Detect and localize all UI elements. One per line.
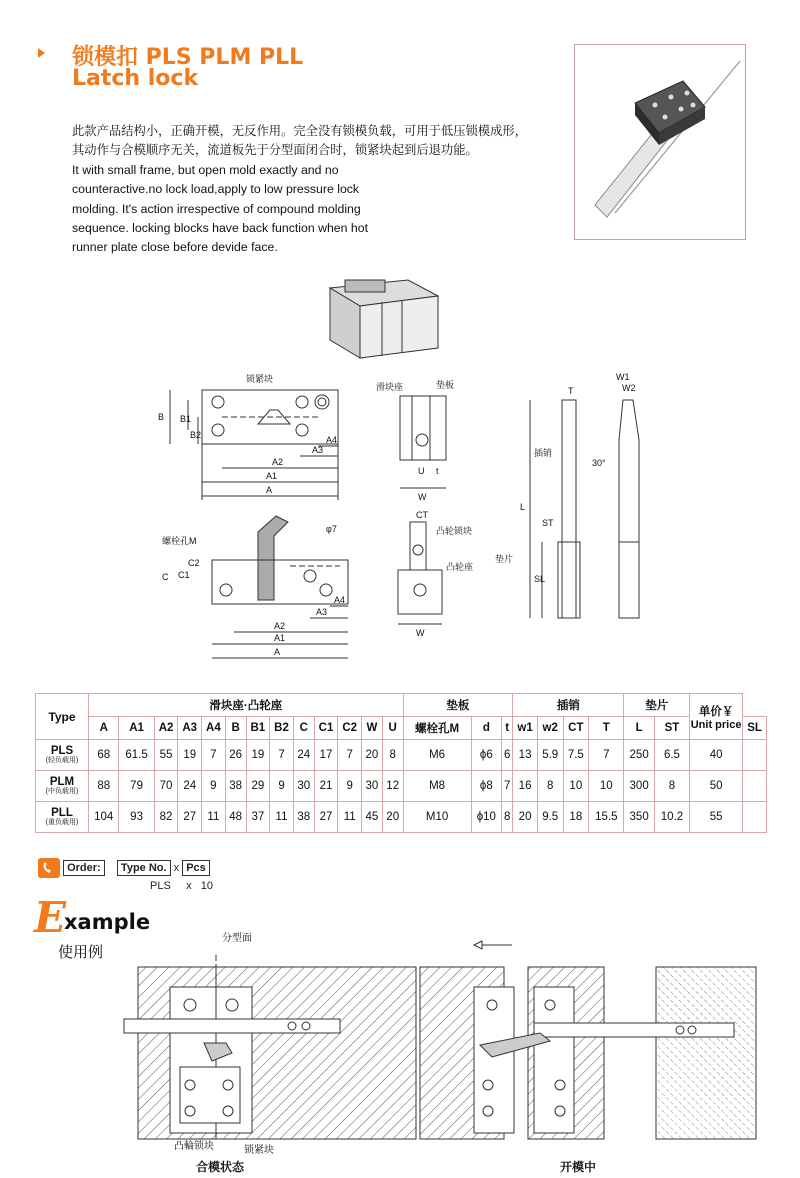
desc-line: It with small frame, but open mold exactly and no xyxy=(72,162,339,177)
table-cell: 55 xyxy=(690,802,743,833)
column-header: ST xyxy=(654,717,689,740)
label-pin: 插销 xyxy=(534,448,553,458)
label-bolt-hole: 螺栓孔M xyxy=(162,536,197,546)
column-header-row xyxy=(36,717,767,740)
table-cell: 37 xyxy=(246,802,270,833)
row-type-code: PLS xyxy=(50,745,74,757)
table-cell: 11 xyxy=(202,802,226,833)
table-cell: 10 xyxy=(589,771,624,802)
desc-line: 此款产品结构小，正确开模，无反作用。完全没有锁模负载，可用于低压锁模成形， xyxy=(72,124,527,138)
table-cell: 27 xyxy=(178,802,202,833)
label-lock-block: 锁紧块 xyxy=(246,374,274,384)
example-initial: E xyxy=(34,893,67,942)
dim-t: t xyxy=(436,466,439,476)
column-header: B2 xyxy=(270,717,294,740)
table-cell: 82 xyxy=(154,802,178,833)
table-row xyxy=(36,740,767,771)
table-cell: 300 xyxy=(624,771,654,802)
table-cell: 9 xyxy=(202,771,226,802)
phone-icon xyxy=(38,858,60,878)
table-cell: 45 xyxy=(362,802,383,833)
product-photo xyxy=(574,44,746,240)
table-cell: 93 xyxy=(119,802,154,833)
table-cell: 104 xyxy=(89,802,119,833)
example-title-cn: 使用例 xyxy=(58,943,104,961)
dim-W-cam: W xyxy=(416,628,425,638)
table-cell: 17 xyxy=(314,740,338,771)
column-header: d xyxy=(471,717,502,740)
column-header: C xyxy=(293,717,314,740)
header-slide-cam: 滑块座·凸轮座 xyxy=(89,694,404,717)
dim-C: C xyxy=(162,572,169,582)
example-drawing xyxy=(120,925,760,1175)
table-cell: 5.9 xyxy=(537,740,563,771)
label-slide-seat: 滑块座 xyxy=(376,382,404,392)
dim-B1: B1 xyxy=(180,414,192,424)
column-header: W xyxy=(362,717,383,740)
table-row xyxy=(36,802,767,833)
label-cam-lock: 凸轮锁块 xyxy=(436,526,473,536)
dim-CT: CT xyxy=(416,510,428,520)
column-header: A xyxy=(89,717,119,740)
table-cell: 9 xyxy=(338,771,362,802)
header-shim: 垫片 xyxy=(624,694,690,717)
table-cell: 38 xyxy=(225,771,246,802)
order-pcs-box: Pcs xyxy=(182,860,210,876)
dim-SL: SL xyxy=(534,574,546,584)
order-type-box: Type No. xyxy=(117,860,171,876)
table-cell: 20 xyxy=(382,802,403,833)
dim-C1: C1 xyxy=(178,570,190,580)
column-header: 螺栓孔M xyxy=(403,717,471,740)
dim-A3-cam: A3 xyxy=(316,607,328,617)
table-cell: 7.5 xyxy=(563,740,589,771)
table-cell: 16 xyxy=(513,771,538,802)
header-price-cn: 单价￥ xyxy=(698,705,734,718)
table-cell: 20 xyxy=(362,740,383,771)
table-cell: 7 xyxy=(338,740,362,771)
dim-T: T xyxy=(568,386,574,396)
technical-drawing xyxy=(150,260,670,680)
desc-line: 其动作与合模顺序无关，流道板先于分型面闭合时，锁紧块起到后退功能。 xyxy=(72,143,478,158)
page-title-en: Latch lock xyxy=(72,66,199,91)
table-cell: 8 xyxy=(537,771,563,802)
table-cell: 7 xyxy=(270,740,294,771)
table-cell: 61.5 xyxy=(119,740,154,771)
column-header: C1 xyxy=(314,717,338,740)
table-cell: 18 xyxy=(563,802,589,833)
row-type-code: PLL xyxy=(51,807,73,819)
table-cell: 50 xyxy=(690,771,743,802)
table-cell: M8 xyxy=(403,771,471,802)
table-cell: 40 xyxy=(690,740,743,771)
table-cell: 8 xyxy=(654,771,689,802)
dim-A1-cam: A1 xyxy=(274,633,286,643)
label-shim: 垫片 xyxy=(495,554,514,564)
desc-line: counteractive.no lock load,apply to low pressure lock xyxy=(72,182,360,197)
column-header: CT xyxy=(563,717,589,740)
table-cell: 250 xyxy=(624,740,654,771)
column-header: w1 xyxy=(513,717,538,740)
dim-W1: W1 xyxy=(616,372,630,382)
order-label: Order: xyxy=(63,860,105,876)
column-header: t xyxy=(502,717,513,740)
dim-B: B xyxy=(158,412,165,422)
table-cell: 30 xyxy=(293,771,314,802)
header-type: Type xyxy=(36,694,89,740)
table-cell: 19 xyxy=(246,740,270,771)
table-cell: 9 xyxy=(270,771,294,802)
label-pad-plate: 垫板 xyxy=(436,380,455,390)
example-title: xample xyxy=(64,910,151,934)
column-header: A1 xyxy=(119,717,154,740)
table-cell: 15.5 xyxy=(589,802,624,833)
table-cell: 55 xyxy=(154,740,178,771)
desc-line: sequence. locking blocks have back function when hot xyxy=(72,221,368,236)
dim-A3: A3 xyxy=(312,445,324,455)
table-cell: 11 xyxy=(338,802,362,833)
header-price-en: Unit price xyxy=(690,718,742,731)
desc-line: runner plate close before devide face. xyxy=(72,240,278,255)
table-cell: ϕ8 xyxy=(471,771,502,802)
dim-L: L xyxy=(520,502,526,512)
column-header: L xyxy=(624,717,654,740)
table-cell: 7 xyxy=(502,771,513,802)
table-cell: ϕ10 xyxy=(471,802,502,833)
dim-W2: W2 xyxy=(622,383,636,393)
bullet-arrow-icon xyxy=(38,48,45,58)
table-cell: 24 xyxy=(178,771,202,802)
dim-ST: ST xyxy=(542,518,554,528)
price-cell xyxy=(743,740,767,771)
dim-A-cam: A xyxy=(274,647,281,657)
column-header: T xyxy=(589,717,624,740)
row-type-sub: (轻负载用) xyxy=(45,757,79,764)
spec-table xyxy=(35,693,767,833)
table-row xyxy=(36,771,767,802)
order-example-x: x xyxy=(186,880,192,892)
table-cell: M10 xyxy=(403,802,471,833)
dim-U: U xyxy=(418,466,425,476)
caption-closed: 合模状态 xyxy=(196,1160,245,1174)
table-cell: 6 xyxy=(502,740,513,771)
table-cell: 8 xyxy=(382,740,403,771)
label-cam-seat: 凸轮座 xyxy=(446,562,474,572)
table-cell: 30 xyxy=(362,771,383,802)
label-lock-block-ex: 锁紧块 xyxy=(244,1145,274,1156)
label-phi7: φ7 xyxy=(326,524,337,534)
column-header: SL xyxy=(743,717,767,740)
dim-W: W xyxy=(418,492,427,502)
dim-A2-cam: A2 xyxy=(274,621,286,631)
dim-C2: C2 xyxy=(188,558,200,568)
table-cell: 12 xyxy=(382,771,403,802)
table-cell: 48 xyxy=(225,802,246,833)
dim-A4: A4 xyxy=(326,435,338,445)
header-price xyxy=(690,694,743,740)
row-type xyxy=(36,771,89,802)
table-cell: 7 xyxy=(589,740,624,771)
header-pin: 插销 xyxy=(513,694,624,717)
table-cell: 350 xyxy=(624,802,654,833)
price-cell xyxy=(743,771,767,802)
table-cell: 27 xyxy=(314,802,338,833)
header-pad: 垫板 xyxy=(403,694,513,717)
row-type-code: PLM xyxy=(49,776,75,788)
spec-body xyxy=(36,740,767,833)
dim-A4-cam: A4 xyxy=(334,595,346,605)
dim-B2: B2 xyxy=(190,430,202,440)
table-cell: 19 xyxy=(178,740,202,771)
table-cell: 68 xyxy=(89,740,119,771)
product-description xyxy=(72,122,542,258)
column-header: C2 xyxy=(338,717,362,740)
table-cell: 21 xyxy=(314,771,338,802)
column-header: U xyxy=(382,717,403,740)
column-header: A4 xyxy=(202,717,226,740)
row-type-sub: (重负载用) xyxy=(45,819,79,826)
table-cell: 13 xyxy=(513,740,538,771)
table-cell: 7 xyxy=(202,740,226,771)
label-parting-face: 分型面 xyxy=(222,933,252,944)
table-cell: 20 xyxy=(513,802,538,833)
column-header: w2 xyxy=(537,717,563,740)
order-example-qty: 10 xyxy=(200,880,213,892)
caption-opening: 开模中 xyxy=(560,1160,597,1174)
row-type-sub: (中负载用) xyxy=(45,788,79,795)
dim-A2: A2 xyxy=(272,457,284,467)
table-cell: 9.5 xyxy=(537,802,563,833)
table-cell: 10.2 xyxy=(654,802,689,833)
order-example-type: PLS xyxy=(150,880,171,892)
dim-A: A xyxy=(266,485,273,495)
price-cell xyxy=(743,802,767,833)
table-cell: 8 xyxy=(502,802,513,833)
table-cell: M6 xyxy=(403,740,471,771)
table-cell: 79 xyxy=(119,771,154,802)
table-cell: 38 xyxy=(293,802,314,833)
table-cell: 70 xyxy=(154,771,178,802)
row-type xyxy=(36,740,89,771)
page-title-cn: 锁模扣 PLS PLM PLL xyxy=(72,45,304,70)
order-row xyxy=(38,858,213,892)
column-header: B xyxy=(225,717,246,740)
table-cell: 88 xyxy=(89,771,119,802)
table-cell: ϕ6 xyxy=(471,740,502,771)
table-cell: 10 xyxy=(563,771,589,802)
table-cell: 29 xyxy=(246,771,270,802)
table-cell: 6.5 xyxy=(654,740,689,771)
dim-A1: A1 xyxy=(266,471,278,481)
label-cam-lock-ex: 凸輪锁块 xyxy=(174,1141,214,1152)
desc-line: molding. It's action irrespective of compound molding xyxy=(72,201,361,216)
table-cell: 24 xyxy=(293,740,314,771)
row-type xyxy=(36,802,89,833)
column-header: A2 xyxy=(154,717,178,740)
order-x: x xyxy=(173,861,180,874)
table-cell: 26 xyxy=(225,740,246,771)
column-header: B1 xyxy=(246,717,270,740)
table-cell: 11 xyxy=(270,802,294,833)
column-header: A3 xyxy=(178,717,202,740)
label-angle: 30° xyxy=(592,458,606,468)
